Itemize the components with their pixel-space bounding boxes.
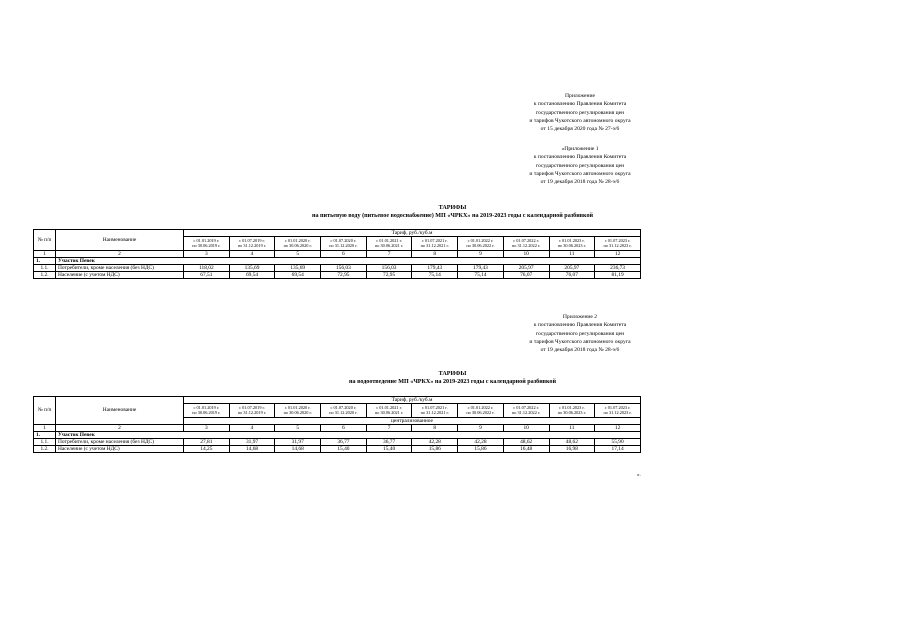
appendix-note-main [500,92,660,133]
table-row [34,271,641,278]
column-number: 8 [412,424,458,431]
column-number: 11 [549,250,595,257]
note-line: к постановлению Правления Комитета [533,101,627,108]
period-cell: с 01.07.2019 г. по 31.12.2019 г. [229,237,275,251]
period-cell: с 01.07.2021 г. по 31.12.2021 г. [412,237,458,251]
tariff-value: 75,14 [412,271,458,278]
tariff-value: 27,81 [184,438,230,445]
row-num: 1.2. [34,271,56,278]
row-name: Население (с учетом НДС) [56,445,184,452]
column-number: 4 [229,250,275,257]
period-cell: с 01.07.2022 г. по 31.12.2022 г. [503,404,549,418]
title-heading: ТАРИФЫ [438,205,467,211]
tariff-value: 205,97 [503,264,549,271]
note-line: к постановлению Правления Комитета [533,154,627,161]
tariff-value: 14,68 [275,445,321,452]
tariff-value: 81,19 [595,271,641,278]
column-number-row [34,424,641,431]
period-cell: с 01.01.2022 г. по 30.06.2022 г. [458,404,504,418]
section-row [34,431,641,438]
tariff-value: 69,54 [275,271,321,278]
tariff-value: 48,62 [549,438,595,445]
section-num: 1. [34,257,56,264]
column-number: 11 [549,424,595,431]
appendix-note-1 [500,145,660,186]
tariff-value: 156,03 [321,264,367,271]
note-line: к постановлению Правления Комитета [533,322,627,329]
note-line: государственного регулирования цен [535,162,625,169]
row-name: Потребители, кроме населения (без НДС) [56,264,184,271]
tariff-value: 36,77 [321,438,367,445]
row-num: 1.1. [34,438,56,445]
title-subheading: на водоотведение МП «ЧРКХ» на 2019-2023 годы с календарной разбивкой [349,379,556,385]
tariff-value: 205,97 [549,264,595,271]
column-number: 5 [275,250,321,257]
tariff-value: 236,73 [595,264,641,271]
table-row [34,264,641,271]
column-number: 8 [412,250,458,257]
appendix-note-2 [500,313,660,354]
note-line: и тарифов Чукотского автономного округа [529,170,631,177]
tariff-value: 135,69 [275,264,321,271]
tariff-value: 75,14 [458,271,504,278]
note-line: «Приложение 1 [561,146,599,152]
closing-quote-mark: ». [637,473,641,478]
column-number: 3 [184,250,230,257]
column-number: 12 [595,424,641,431]
note-line: от 15 декабря 2020 года № 27-э/6 [540,126,620,133]
period-cell: с 01.01.2023 г. по 30.06.2023 г. [549,404,595,418]
header-num: № п/п [34,397,56,425]
title-heading: ТАРИФЫ [438,371,467,377]
period-cell: с 01.07.2022 г. по 31.12.2022 г. [503,237,549,251]
tariff-value: 15,86 [458,445,504,452]
period-cell: с 01.01.2019 г. по 30.06.2019 г. [184,404,230,418]
centralized-label: централизованное [184,417,641,424]
period-cell: с 01.01.2022 г. по 30.06.2022 г. [458,237,504,251]
title-subheading: на питьевую воду (питьевое водоснабжение) МП «ЧРКХ» на 2019-2023 годы с календарной разбивкой [311,213,594,219]
note-line: от 19 декабря 2018 года № 28-э/6 [540,179,620,186]
section-name: Участок Певек [56,431,641,438]
column-number: 5 [275,424,321,431]
tariff-value: 16,48 [503,445,549,452]
water-tariff-title [0,204,905,220]
period-cell: с 01.01.2020 г. по 30.06.2020 г. [275,237,321,251]
tariff-value: 72,95 [321,271,367,278]
note-line: государственного регулирования цен [535,109,625,116]
tariff-value: 17,14 [595,445,641,452]
header-tariff-group: Тариф, руб./куб.м [184,230,641,237]
tariff-value: 76,07 [503,271,549,278]
tariff-value: 31,97 [275,438,321,445]
tariff-value: 118,02 [184,264,230,271]
note-line: и тарифов Чукотского автономного округа [529,338,631,345]
column-number: 2 [56,250,184,257]
period-cell: с 01.07.2019 г. по 31.12.2019 г. [229,404,275,418]
tariff-value: 67,51 [184,271,230,278]
period-cell: с 01.07.2023 г. по 31.12.2023 г. [595,237,641,251]
header-name: Наименование [56,230,184,251]
tariff-value: 179,43 [458,264,504,271]
column-number: 6 [321,250,367,257]
tariff-value: 14,25 [184,445,230,452]
table-row [34,445,641,452]
period-cell: с 01.01.2023 г. по 30.06.2023 г. [549,237,595,251]
tariff-value: 42,28 [412,438,458,445]
period-cell: с 01.07.2020 г. по 31.12.2020 г. [321,237,367,251]
tariff-value: 36,77 [366,438,412,445]
row-num: 1.1. [34,264,56,271]
column-number: 2 [56,424,184,431]
column-number: 9 [458,424,504,431]
header-row [34,230,641,237]
row-num: 1.2. [34,445,56,452]
tariff-value: 76,07 [549,271,595,278]
period-cell: с 01.07.2023 г. по 31.12.2023 г. [595,404,641,418]
water-tariff-table [33,229,641,279]
period-cell: с 01.01.2021 г. по 30.06.2021 г. [366,404,412,418]
column-number: 10 [503,424,549,431]
note-line: и тарифов Чукотского автономного округа [529,117,631,124]
tariff-value: 55,90 [595,438,641,445]
column-number: 7 [366,424,412,431]
tariff-value: 179,43 [412,264,458,271]
tariff-value: 31,97 [229,438,275,445]
section-name: Участок Певек [56,257,641,264]
tariff-value: 69,54 [229,271,275,278]
section-num: 1. [34,431,56,438]
tariff-value: 15,40 [366,445,412,452]
tariff-value: 15,86 [412,445,458,452]
column-number: 1 [34,250,56,257]
column-number: 6 [321,424,367,431]
column-number: 9 [458,250,504,257]
tariff-value: 135,69 [229,264,275,271]
note-line: Приложение 2 [562,314,598,320]
column-number: 1 [34,424,56,431]
note-line: от 19 декабря 2018 года № 28-э/6 [540,347,620,354]
tariff-value: 48,62 [503,438,549,445]
header-num: № п/п [34,230,56,251]
tariff-value: 42,28 [458,438,504,445]
column-number: 10 [503,250,549,257]
row-name: Население (с учетом НДС) [56,271,184,278]
tariff-value: 16,98 [549,445,595,452]
sewage-tariff-table [33,396,641,453]
column-number: 7 [366,250,412,257]
header-tariff-group: Тариф, руб./куб.м [184,397,641,404]
note-line: Приложение [564,93,596,99]
period-cell: с 01.01.2020 г. по 30.06.2020 г. [275,404,321,418]
period-cell: с 01.07.2020 г. по 31.12.2020 г. [321,404,367,418]
column-number: 12 [595,250,641,257]
period-cell: с 01.01.2019 г. по 30.06.2019 г. [184,237,230,251]
sewage-tariff-title [0,370,905,386]
column-number: 4 [229,424,275,431]
tariff-value: 14,68 [229,445,275,452]
table-row [34,438,641,445]
header-row [34,397,641,404]
tariff-value: 15,40 [321,445,367,452]
period-cell: с 01.07.2021 г. по 31.12.2021 г. [412,404,458,418]
row-name: Потребители, кроме населения (без НДС) [56,438,184,445]
tariff-value: 156,03 [366,264,412,271]
section-row [34,257,641,264]
note-line: государственного регулирования цен [535,330,625,337]
tariff-value: 72,95 [366,271,412,278]
column-number-row [34,250,641,257]
header-name: Наименование [56,397,184,425]
period-cell: с 01.01.2021 г. по 30.06.2021 г. [366,237,412,251]
column-number: 3 [184,424,230,431]
